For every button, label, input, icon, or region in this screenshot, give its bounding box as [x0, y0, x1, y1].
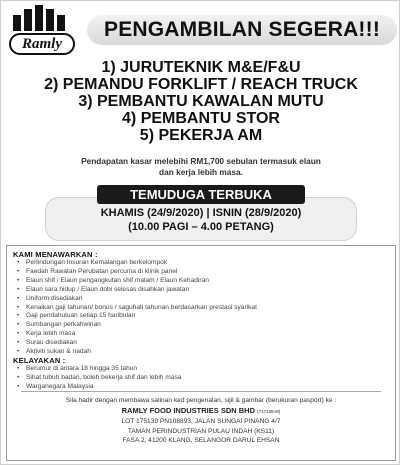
- interview-title: TEMUDUGA TERBUKA: [97, 185, 305, 204]
- list-item: • Aktiviti sukan & riadah: [17, 348, 257, 357]
- list-item: • Perlindungan Insuran Kemalangan berkelompok: [17, 259, 257, 268]
- interview-time: (10.00 PAGI – 4.00 PETANG): [128, 221, 274, 233]
- list-item: • Warganegara Malaysia: [17, 383, 181, 392]
- list-item: • Elaun shif / Elaun pengangkutan shif malam / Elaun Kehadiran: [17, 277, 257, 286]
- list-item: • Surau disediakan: [17, 339, 257, 348]
- address-line: TAMAN PERINDUSTRIAN PULAU INDAH (KS11): [127, 427, 275, 435]
- contact-lead: Sila hadir dengan membawa salinan ked pengenalan, sijil & gambar (berukuran pasport) ke :: [65, 397, 337, 404]
- list-item: • Kerja lebih masa: [17, 330, 257, 339]
- address-line: FASA 2, 41200 KLANG, SELANGOR DARUL EHSAN: [122, 437, 280, 445]
- list-item: • Sihat tubuh badan, boleh bekerja shif dan lebih masa: [17, 374, 181, 383]
- details-frame: [6, 245, 396, 461]
- job-item: 4) PEMBANTU STOR: [122, 110, 280, 127]
- company-reg: (717126-M): [257, 409, 281, 414]
- job-list: [1, 59, 400, 144]
- list-item: • Uniform disediakan: [17, 295, 257, 304]
- interview-box: [45, 185, 357, 239]
- list-item: • Kenaikan gaji tahunan/ bonus / saguhati tahunan berdasarkan prestasi syarikat: [17, 304, 257, 313]
- job-item: 1) JURUTEKNIK M&E/F&U: [101, 59, 301, 76]
- list-item: • Gaji pendahuluan setiap 15 haribulan: [17, 312, 257, 321]
- salary-line: dan kerja lebih masa.: [159, 167, 243, 177]
- offers-list: [17, 259, 257, 357]
- list-item: • Berumur di antara 18 hingga 35 tahun: [17, 365, 181, 374]
- divider: [21, 391, 381, 392]
- requirements-list: [17, 365, 181, 392]
- job-item: 5) PEKERJA AM: [139, 127, 263, 144]
- salary-line: Pendapatan kasar melebihi RM1,700 sebulan termasuk elaun: [81, 156, 321, 166]
- company-name-text: RAMLY FOOD INDUSTRIES SDN BHD: [121, 406, 255, 415]
- page-title: PENGAMBILAN SEGERA!!!: [87, 15, 397, 45]
- list-item: • Elaun sara hidup / Elaun dobi selesas disahkan jawatan: [17, 286, 257, 295]
- logo-text: Ramly: [9, 33, 75, 55]
- list-item: • Faedah Rawatan Perubatan percuma di klinik panel: [17, 268, 257, 277]
- crown-icon: [13, 5, 69, 31]
- job-item: 3) PEMBANTU KAWALAN MUTU: [78, 93, 324, 110]
- offers-title: KAMI MENAWARKAN :: [13, 250, 98, 259]
- company-name: [7, 406, 395, 417]
- contact-block: [7, 396, 395, 446]
- address-line: LOT 175139 PN108893, JALAN SUNGAI PINANG 4/7: [121, 418, 281, 425]
- ramly-logo: [7, 5, 77, 55]
- list-item: • Sumbangan perkahwinan: [17, 321, 257, 330]
- salary-note: [41, 156, 361, 178]
- interview-dates: KHAMIS (24/9/2020) | ISNIN (28/9/2020): [100, 207, 302, 219]
- job-item: 2) PEMANDU FORKLIFT / REACH TRUCK: [44, 76, 358, 93]
- requirements-title: KELAYAKAN :: [13, 356, 66, 365]
